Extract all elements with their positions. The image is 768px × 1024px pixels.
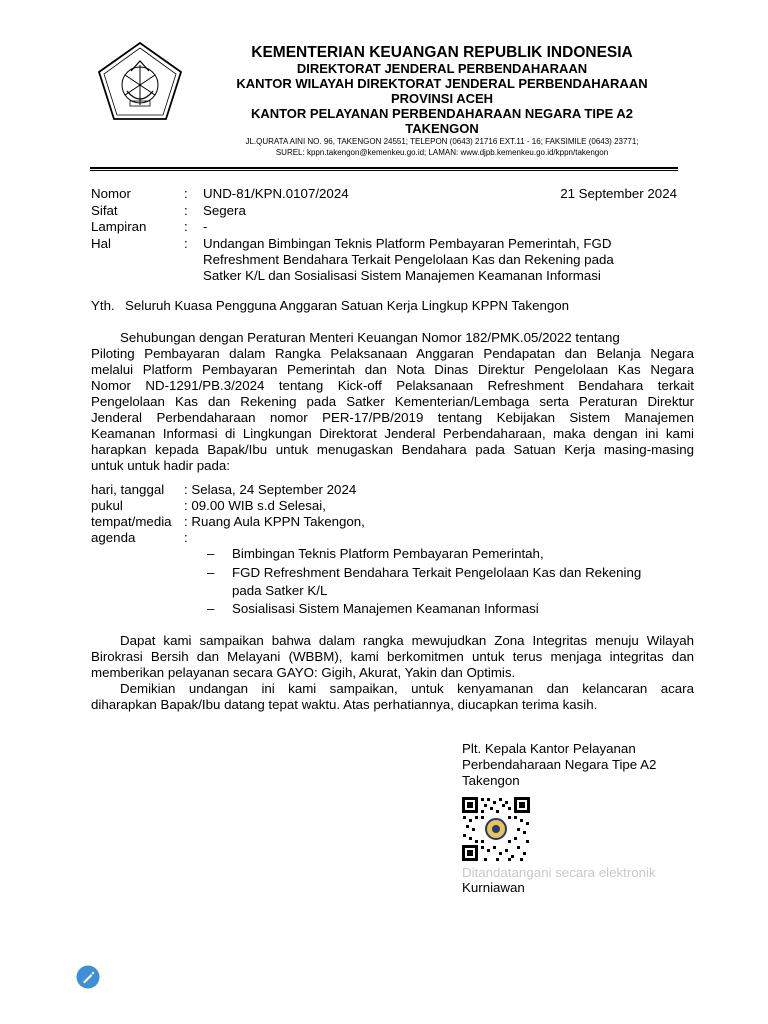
regional-office-name: KANTOR WILAYAH DIREKTORAT JENDERAL PERBENDAHARAAN [236, 76, 648, 91]
hal-value-line3: Satker K/L dan Sosialisasi Sistem Manajemen Keamanan Informasi [203, 268, 601, 283]
agenda-item-1: Bimbingan Teknis Platform Pembayaran Pemerintah, [232, 546, 544, 561]
body-p1-line7: Keamanan Informasi di Lingkungan Direktorat Jenderal Perbendaharaan, maka dengan ini kami [91, 426, 694, 441]
day-label: hari, tanggal [91, 482, 165, 497]
agenda-dash-1: – [207, 546, 215, 561]
electronic-signature-note: Ditandatangani secara elektronik [462, 865, 656, 880]
body-p3-line2: diharapkan Bapak/Ibu datang tepat waktu. Atas perhatiannya, diucapkan terima kasih. [91, 697, 598, 712]
hal-value-line1: Undangan Bimbingan Teknis Platform Pembayaran Pemerintah, FGD [203, 236, 612, 251]
letter-date: 21 September 2024 [560, 186, 677, 201]
hal-label: Hal [91, 236, 111, 251]
lampiran-label: Lampiran [91, 219, 147, 234]
office-name-line1: KANTOR PELAYANAN PERBENDAHARAAN NEGARA TIPE A2 [250, 106, 634, 121]
agenda-label: agenda [91, 530, 136, 545]
pen-badge-icon [76, 965, 100, 989]
signer-name: Kurniawan [462, 880, 525, 895]
qr-code-icon [461, 796, 531, 862]
lampiran-colon: : [184, 219, 188, 234]
signature-title-line1: Plt. Kepala Kantor Pelayanan [462, 741, 636, 756]
nomor-label: Nomor [91, 186, 131, 201]
time-label: pukul [91, 498, 123, 513]
signature-title-line2: Perbendaharaan Negara Tipe A2 [462, 757, 657, 772]
hal-colon: : [184, 236, 188, 251]
body-p2-line3: memberikan pelayanan secara GAYO: Gigih, Akurat, Yakin dan Optimis. [91, 665, 516, 680]
nomor-value: UND-81/KPN.0107/2024 [203, 186, 349, 201]
hal-value-line2: Refreshment Bendahara Terkait Pengelolaan Kas dan Rekening pada [203, 252, 614, 267]
body-p2-line1: Dapat kami sampaikan bahwa dalam rangka mewujudkan Zona Integritas menuju Wilayah [120, 633, 694, 648]
letterhead [200, 44, 684, 157]
signature-title [462, 741, 702, 789]
address-line2: SUREL: kppn.takengon@kemenkeu.go.id; LAMAN: www.djpb.kemenkeu.go.id/kppn/takengon [275, 147, 609, 157]
place-label: tempat/media [91, 514, 172, 529]
ministry-name: KEMENTERIAN KEUANGAN REPUBLIK INDONESIA [251, 44, 633, 61]
body-p1-line9: untuk untuk hadir pada: [91, 458, 230, 473]
agenda-dash-2: – [207, 565, 215, 580]
agenda-item-3: Sosialisasi Sistem Manajemen Keamanan Informasi [232, 601, 539, 616]
body-p1-line5: Pengelolaan Kas dan Rekening pada Satker Kementerian/Lembaga serta Peraturan Direktur [91, 394, 694, 409]
nomor-colon: : [184, 186, 188, 201]
addressee-value: Seluruh Kuasa Pengguna Anggaran Satuan Kerja Lingkup KPPN Takengon [125, 298, 570, 313]
lampiran-value: - [203, 219, 208, 234]
body-p3-line1: Demikian undangan ini kami sampaikan, untuk kenyamanan dan kelancaran acara [120, 681, 694, 696]
agenda-item-2-line1: FGD Refreshment Bendahara Terkait Pengelolaan Kas dan Rekening [232, 565, 642, 580]
body-p1-line8: harapkan kepada Bapak/Ibu untuk menugaskan Bendahara pada Satuan Kerja masing-masing [91, 442, 694, 457]
letterhead-rule-thin [90, 170, 678, 171]
place-value: : Ruang Aula KPPN Takengon, [184, 514, 365, 529]
directorate-name: DIREKTORAT JENDERAL PERBENDAHARAAN [296, 61, 588, 76]
body-p1-line1: Sehubungan dengan Peraturan Menteri Keuangan Nomor 182/PMK.05/2022 tentang [120, 330, 620, 345]
body-p2-line2: Birokrasi Bersih dan Melayani (WBBM), kami berkomitmen untuk terus menjaga integritas dan [91, 649, 694, 664]
province-name: PROVINSI ACEH [390, 91, 494, 106]
addressee [91, 298, 569, 314]
agenda-item-2-line2: pada Satker K/L [232, 583, 328, 598]
body-p1-line4: Nomor ND-1291/PB.3/2024 tentang Kick-off Pelaksanaan Refreshment Bendahara terkait [91, 378, 694, 393]
letterhead-rule-thick [90, 167, 678, 169]
sifat-colon: : [184, 203, 188, 218]
ministry-emblem-icon [97, 41, 183, 121]
agenda-dash-3: – [207, 601, 215, 616]
body-p1-line3: melalui Platform Pembayaran Pemerintah dan Nota Dinas Direktur Pengelolaan Kas Negara [91, 362, 694, 377]
sifat-value: Segera [203, 203, 246, 218]
sifat-label: Sifat [91, 203, 118, 218]
signature-title-line3: Takengon [462, 773, 520, 788]
body-p1-line6: Jenderal Perbendaharaan nomor PER-17/PB/2019 tentang Kebijakan Sistem Manajemen [91, 410, 694, 425]
agenda-colon: : [184, 530, 188, 545]
day-value: : Selasa, 24 September 2024 [184, 482, 357, 497]
addressee-label: Yth. [91, 298, 115, 313]
address-line1: JL.QURATA AINI NO. 96, TAKENGON 24551; TELEPON (0643) 21716 EXT.11 - 16; FAKSIMILE (0643) 23771; [245, 137, 639, 146]
body-p1-line2: Piloting Pembayaran dalam Rangka Pelaksanaan Anggaran Pendapatan dan Belanja Negara [91, 346, 694, 361]
office-name-line2: TAKENGON [405, 121, 479, 136]
time-value: : 09.00 WIB s.d Selesai, [184, 498, 326, 513]
